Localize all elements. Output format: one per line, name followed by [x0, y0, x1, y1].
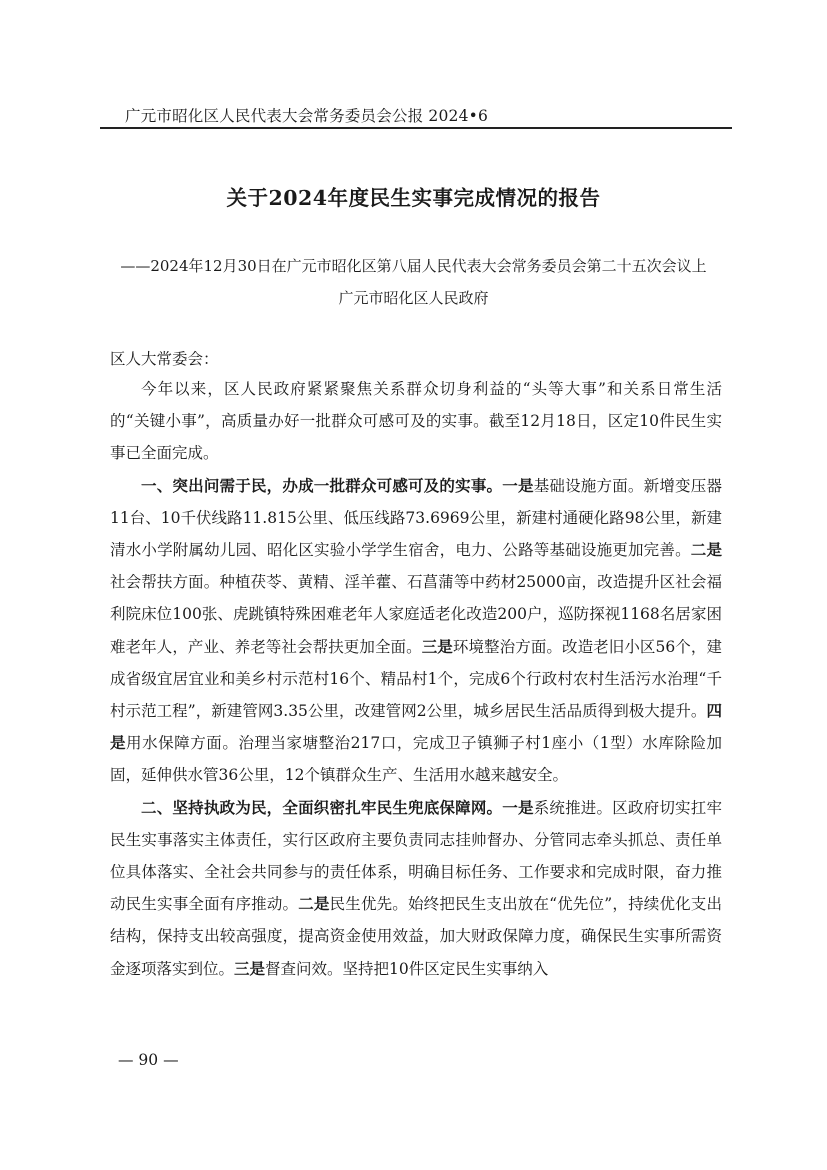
point-text: 系统推进。区政府切实扛牢民生实事落实主体责任，实行区政府主要负责同志挂帅督办、分管同志牵头抓总、责任单位具体落实、全社会共同参与的责任体系，明确目标任务、工作要求和完成时限，奋力推动民生实事全面有序推动。 [110, 798, 722, 914]
section-2-paragraph [110, 792, 722, 985]
document-body [110, 373, 722, 985]
point-text: 社会帮扶方面。种植茯苓、黄精、淫羊藿、石菖蒲等中药材25000亩，改造提升区社会福利院床位100张、虎跳镇特殊困难老年人家庭适老化改造200户，巡防探视1168名居家困难老年人，产业、养老等社会帮扶更加全面。 [110, 573, 722, 656]
point-keyword: 四是 [110, 701, 722, 753]
point-text: 督查问效。坚持把10件区定民生实事纳入 [265, 959, 549, 978]
point-keyword: 二是 [690, 540, 722, 560]
point-keyword: 一是 [502, 475, 534, 495]
salutation: 区人大常委会： [110, 350, 219, 368]
point-text: 基础设施方面。新增变压器11台、10千伏线路11.815公里、低压线路73.6969公里，新建村通硬化路98公里，新建清水小学附属幼儿园、昭化区实验小学学生宿舍，电力、公路等基础设施更加完善。 [110, 476, 722, 560]
running-header: 广元市昭化区人民代表大会常务委员会公报 2024•6 [125, 107, 489, 125]
document-subtitle: ——2024年12月30日在广元市昭化区第八届人民代表大会常务委员会第二十五次会议上 [120, 257, 707, 275]
section-2-heading: 二、坚持执政为民，全面织密扎牢民生兜底保障网。 [141, 797, 503, 817]
page-number: — 90 — [118, 1051, 179, 1069]
point-text: 环境整治方面。改造老旧小区56个，建成省级宜居宜业和美乡村示范村16个、精品村1个，完成6个行政村农村生活污水治理“千村示范工程”，新建管网3.35公里，改建管网2公里，城乡居民生活品质得到极大提升。 [110, 637, 722, 721]
section-1-paragraph [110, 470, 722, 792]
section-1-heading: 一、突出问需于民，办成一批群众可感可及的实事。 [141, 475, 503, 495]
point-keyword: 三是 [234, 958, 266, 978]
point-keyword: 三是 [421, 636, 453, 656]
point-keyword: 二是 [298, 894, 330, 914]
intro-paragraph: 今年以来，区人民政府紧紧聚焦关系群众切身利益的“头等大事”和关系日常生活的“关键小事”，高质量办好一批群众可感可及的实事。截至12月18日，区定10件民生实事已全面完成。 [110, 380, 722, 463]
document-author: 广元市昭化区人民政府 [338, 289, 489, 307]
document-title: 关于2024年度民生实事完成情况的报告 [226, 186, 601, 210]
point-keyword: 一是 [502, 797, 534, 817]
header-divider [100, 127, 732, 129]
point-text: 民生优先。始终把民生支出放在“优先位”，持续优化支出结构，保持支出较高强度，提高资金使用效益，加大财政保障力度，确保民生实事所需资金逐项落实到位。 [110, 895, 722, 978]
point-text: 用水保障方面。治理当家塘整治217口，完成卫子镇狮子村1座小（1型）水库除险加固，延伸供水管36公里，12个镇群众生产、生活用水越来越安全。 [110, 734, 722, 785]
